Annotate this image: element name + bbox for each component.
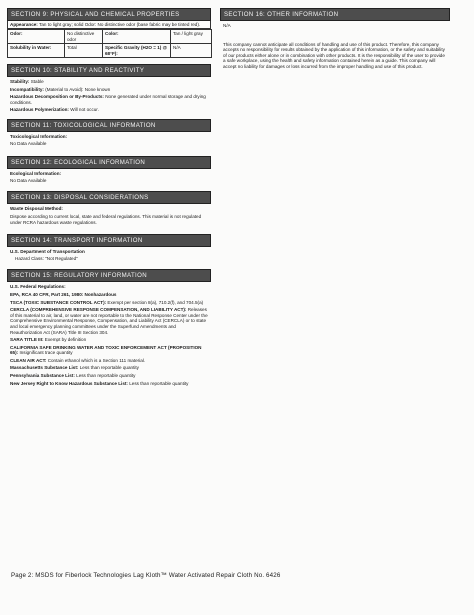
section-12-header: SECTION 12: ECOLOGICAL INFORMATION: [7, 156, 211, 169]
ecological-value: No Data Available: [10, 177, 47, 183]
toxicological-label: Toxicological Information:: [10, 134, 68, 139]
dot-label: U.S. Department of Transportation: [10, 249, 85, 255]
odor-label: Odor:: [8, 30, 65, 44]
massachusetts-label: Massachusetts Substance List:: [10, 365, 79, 371]
new-jersey-value: Less than reportable quantity: [129, 380, 189, 386]
color-label: Color:: [103, 30, 171, 44]
cercla-label: CERCLA (COMPREHENSIVE RESPONSE COMPENSATION, AND LIABILITY ACT):: [10, 307, 187, 313]
pennsylvania-value: Less than reportable quantity: [76, 373, 136, 379]
decomposition-line: [7, 94, 211, 105]
federal-regulations: U.S. Federal Regulations:: [10, 284, 66, 290]
section-14-header: SECTION 14: TRANSPORT INFORMATION: [7, 234, 211, 247]
gravity-value: N/A: [171, 44, 212, 58]
solubility-label: Solubility in Water:: [8, 44, 65, 58]
toxicological-value: No Data Available: [10, 140, 47, 146]
new-jersey-line: [7, 381, 211, 387]
table-row: [8, 30, 212, 44]
page-footer: Page 2: MSDS for Fiberlock Technologies Lag Kloth™ Water Activated Repair Cloth No. 6426: [11, 572, 281, 579]
waste-disposal-value: Dispose according to current local, state and federal regulations. This material is not regulated under RCRA hazardous waste regulations.: [10, 213, 202, 225]
gravity-label: Specific Gravity (H2O = 1) @ 68°F):: [103, 44, 171, 58]
disclaimer-text: This company cannot anticipate all conditions of handling and use of this product. Therefore, this company accepts no responsibility for results obtained by the application of this information, or the safety and suitability of our products either alone or in combination with other products. It is the responsibility of the user to provide a safe workplace, using the health and safety information contained herein as a guide. This company will accept no liability for damages or loss incurred from the improper handling and use of this product.: [223, 41, 445, 69]
section-10-header: SECTION 10: STABILITY AND REACTIVITY: [7, 64, 211, 77]
massachusetts-value: Less than reportable quantity: [79, 365, 139, 371]
new-jersey-label: New Jersey Right to Know Hazardous Substance List:: [10, 380, 128, 386]
odor-value: No distinctive odor: [65, 30, 103, 44]
polymerization-value: Will not occur.: [70, 107, 99, 113]
clean-air-value: Contain ethanol which is a Section 111 material.: [47, 357, 146, 363]
incompatibility-label: Incompatibility:: [10, 86, 44, 92]
decomposition-label: Hazardous Decomposition or By-Products:: [10, 94, 104, 100]
color-value: Tan / light gray: [171, 30, 212, 44]
incompatibility-line: [7, 87, 211, 93]
polymerization-label: Hazardous Polymerization:: [10, 107, 69, 113]
california-value: Insignificant trace quantity: [19, 350, 73, 356]
section-11-header: SECTION 11: TOXICOLOGICAL INFORMATION: [7, 119, 211, 132]
pennsylvania-line: [7, 373, 211, 379]
section-9-header: SECTION 9: PHYSICAL AND CHEMICAL PROPERTIES: [7, 8, 211, 21]
solubility-value: Total: [65, 44, 103, 58]
incompatibility-value: (Material to Avoid): None known: [45, 86, 111, 92]
left-column: [7, 8, 211, 386]
appearance-label: Appearance:: [10, 22, 38, 27]
tsca-label: TSCA (TOXIC SUBSTANCE CONTROL ACT):: [10, 299, 107, 305]
massachusetts-line: [7, 365, 211, 371]
hazard-class: Hazard Class: "Not Regulated": [15, 255, 78, 261]
table-row: [8, 44, 212, 58]
section-15-header: SECTION 15: REGULATORY INFORMATION: [7, 269, 211, 282]
section-13-header: SECTION 13: DISPOSAL CONSIDERATIONS: [7, 191, 211, 204]
epa-line: EPA, RCA 40 CFR, Part 261, 1980: Nonhazardous: [10, 291, 117, 297]
tsca-line: [7, 300, 211, 306]
other-info-na: N/A: [223, 23, 231, 28]
properties-table: [7, 29, 212, 58]
polymerization-line: [7, 107, 211, 113]
clean-air-label: CLEAN AIR ACT:: [10, 357, 47, 363]
tsca-value: Exempt per section 8(a), 710.2(f), and 704.5(a): [107, 299, 204, 305]
appearance-row: [7, 21, 211, 29]
stability-value: Stable: [30, 79, 44, 85]
clean-air-line: [7, 358, 211, 364]
sara-line: [7, 337, 211, 343]
appearance-value: Tan to light gray; solid Odor: No distinctive odor (base fabric may be tinted red).: [39, 22, 201, 27]
right-column: [220, 8, 450, 70]
ecological-label: Ecological Information:: [10, 171, 62, 177]
section-16-header: SECTION 16: OTHER INFORMATION: [220, 8, 450, 21]
california-line: [7, 345, 211, 356]
cercla-value: Releases of this material to air, land, or water are not reportable to the National Response Center under the Comprehensive Environmental Response, Compensation, and Liability Act (CERCLA) or to state and local emergency planning committees under the Superfund Amendments and Reauthorization Act (SARA) Title III Section 304.: [10, 307, 208, 335]
sara-label: SARA TITLE III:: [10, 337, 44, 343]
stability-label: Stability:: [10, 79, 30, 85]
waste-disposal-label: Waste Disposal Method:: [10, 206, 63, 212]
pennsylvania-label: Pennsylvania Substance List:: [10, 373, 75, 379]
cercla-line: [7, 307, 211, 335]
california-label: CALIFORNIA SAFE DRINKING WATER AND TOXIC ENFORCEMENT ACT (PROPOSITION 65):: [10, 344, 202, 356]
sara-value: Exempt by definition: [44, 337, 87, 343]
stability-line: [7, 79, 211, 85]
decomposition-value: None generated under normal storage and drying conditions.: [10, 94, 206, 105]
